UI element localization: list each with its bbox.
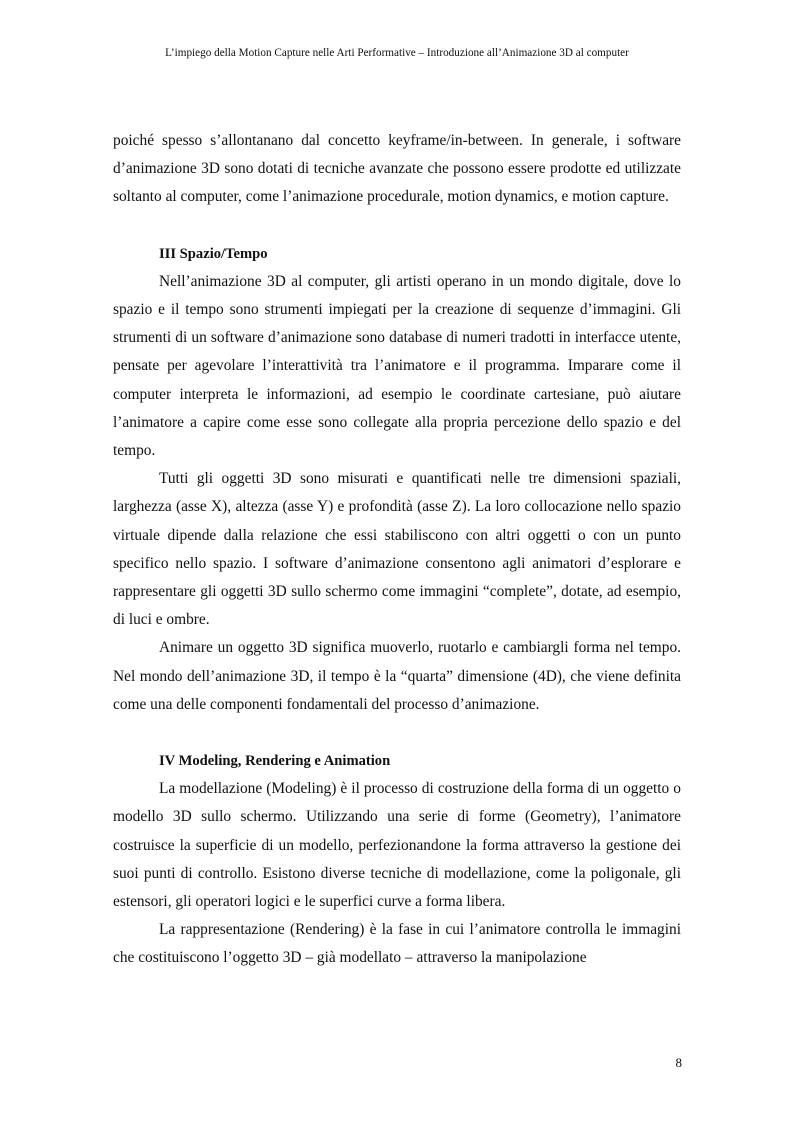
paragraph: La modellazione (Modeling) è il processo di costruzione della forma di un oggetto o modello 3D sullo schermo. Utilizzando una serie di forme (Geometry), l’animatore costruisce la superficie di un modello, perfezionandone la forma attraverso la gestione dei suoi punti di controllo. Esistono diverse tecniche di modellazione, come la poligonale, gli estensori, gli operatori logici e le superfici curve a forma libera. bbox=[113, 780, 681, 911]
paragraph: Animare un oggetto 3D significa muoverlo, ruotarlo e cambiargli forma nel tempo. Nel mondo dell’animazione 3D, il tempo è la “quarta” dimensione (4D), che viene definita come una delle componenti fondamentali del processo d’animazione. bbox=[113, 639, 681, 713]
document-body bbox=[113, 127, 681, 973]
paragraph: La rappresentazione (Rendering) è la fase in cui l’animatore controlla le immagini che costituiscono l’oggetto 3D – già modellato – attraverso la manipolazione bbox=[113, 921, 681, 967]
running-header: L’impiego della Motion Capture nelle Arti Performative – Introduzione all’Animazione 3D al computer bbox=[165, 47, 629, 59]
page-number: 8 bbox=[675, 1055, 682, 1070]
paragraph: Tutti gli oggetti 3D sono misurati e quantificati nelle tre dimensioni spaziali, larghezza (asse X), altezza (asse Y) e profondità (asse Z). La loro collocazione nello spazio virtuale dipende dalla relazione che essi stabiliscono con altri oggetti o con un punto specifico nello spazio. I software d’animazione consentono agli animatori d’esplorare e rappresentare gli oggetti 3D sullo schermo come immagini “complete”, dotate, ad esempio, di luci e ombre. bbox=[113, 470, 681, 629]
section-heading-spazio-tempo: III Spazio/Tempo bbox=[159, 245, 268, 262]
paragraph: Nell’animazione 3D al computer, gli artisti operano in un mondo digitale, dove lo spazio e il tempo sono strumenti impiegati per la creazione di sequenze d’immagini. Gli strumenti di un software d’animazione sono database di numeri tradotti in interfacce utente, pensate per agevolare l’interattività tra l’animatore e il programma. Imparare come il computer interpreta le informazioni, ad esempio le coordinate cartesiane, può aiutare l’animatore a capire come esse sono collegate alla propria percezione dello spazio e del tempo. bbox=[113, 272, 681, 460]
section-heading-modeling-rendering-animation: IV Modeling, Rendering e Animation bbox=[159, 753, 391, 770]
intro-paragraph: poiché spesso s’allontanano dal concetto keyframe/in-between. In generale, i software d’animazione 3D sono dotati di tecniche avanzate che possono essere prodotte ed utilizzate soltanto al computer, come l’animazione procedurale, motion dynamics, e motion capture. bbox=[113, 132, 681, 206]
